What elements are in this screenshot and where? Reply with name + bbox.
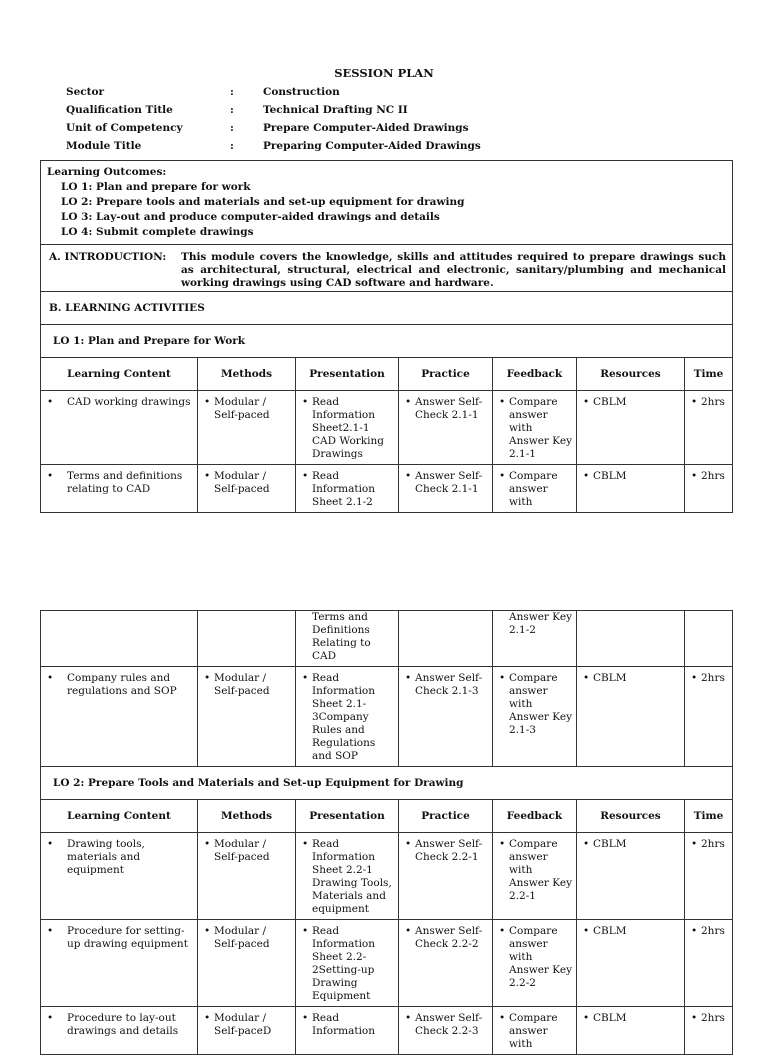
learning-content-cell: Company rules and regulations and SOP: [67, 672, 177, 697]
resources-cell: CBLM: [593, 838, 627, 850]
feedback-cell: Compare answer with: [509, 1012, 558, 1050]
bullet: •: [405, 925, 412, 937]
presentation-cell: Read Information Sheet2.1-1 CAD Working Drawings: [312, 396, 384, 460]
bullet: •: [47, 838, 54, 850]
feedback-cell: Compare answer with Answer Key 2.2-2: [509, 925, 572, 989]
learning-outcomes-heading: Learning Outcomes:: [47, 166, 167, 178]
methods-cell: Modular / Self-paced: [214, 470, 270, 495]
introduction-text: This module covers the knowledge, skills and attitudes required to prepare drawings such as architectural, structural, electrical and electronic, sanitary/plumbing and mechanical working drawings using CAD software and hardware.: [181, 251, 726, 289]
meta-label: Module Title: [66, 140, 142, 152]
bullet: •: [499, 672, 506, 684]
meta-colon: :: [230, 122, 234, 134]
session-plan-table-page-1: [40, 160, 733, 513]
resources-cell: CBLM: [593, 470, 627, 482]
feedback-cell: Compare answer with: [509, 470, 558, 508]
bullet: •: [204, 838, 211, 850]
methods-cell: Modular / Self-paced: [214, 838, 270, 863]
column-header: Resources: [577, 358, 685, 391]
bullet: •: [499, 838, 506, 850]
bullet: •: [302, 470, 309, 482]
lo1-heading: LO 1: Plan and Prepare for Work: [41, 325, 733, 358]
table-row: [41, 920, 733, 1007]
table-header-row: [41, 358, 733, 391]
column-header: Feedback: [493, 358, 577, 391]
introduction-label: A. INTRODUCTION:: [49, 251, 167, 263]
table-row: [41, 833, 733, 920]
bullet: •: [499, 470, 506, 482]
bullet: •: [499, 1012, 506, 1024]
learning-content-cell: Drawing tools, materials and equipment: [67, 838, 145, 876]
column-header: Time: [685, 800, 733, 833]
table-row-continuation: [41, 611, 733, 667]
column-header: Learning Content: [41, 358, 198, 391]
feedback-cell: Compare answer with Answer Key 2.1-3: [509, 672, 572, 736]
bullet: •: [204, 925, 211, 937]
practice-cell: Answer Self-Check 2.2-3: [415, 1012, 483, 1037]
learning-content-cell: CAD working drawings: [67, 396, 191, 408]
practice-cell: Answer Self-Check 2.1-1: [415, 396, 483, 421]
bullet: •: [302, 838, 309, 850]
methods-cell: Modular / Self-paced: [214, 396, 270, 421]
bullet: •: [691, 1012, 698, 1024]
bullet: •: [47, 1012, 54, 1024]
learning-activities-heading: B. LEARNING ACTIVITIES: [41, 292, 733, 325]
bullet: •: [47, 396, 54, 408]
bullet: •: [583, 396, 590, 408]
bullet: •: [583, 470, 590, 482]
bullet: •: [691, 838, 698, 850]
bullet: •: [405, 1012, 412, 1024]
bullet: •: [405, 470, 412, 482]
bullet: •: [691, 672, 698, 684]
meta-value: Construction: [263, 86, 340, 98]
bullet: •: [691, 470, 698, 482]
time-cell: 2hrs: [701, 925, 725, 937]
bullet: •: [691, 925, 698, 937]
session-plan-table-page-2: [40, 610, 733, 1055]
bullet: •: [47, 470, 54, 482]
learning-content-cell: Procedure for setting-up drawing equipment: [67, 925, 188, 950]
bullet: •: [405, 838, 412, 850]
meta-value: Technical Drafting NC II: [263, 104, 408, 116]
bullet: •: [583, 925, 590, 937]
meta-value: Preparing Computer-Aided Drawings: [263, 140, 481, 152]
meta-colon: :: [230, 86, 234, 98]
column-header: Feedback: [493, 800, 577, 833]
practice-cell: Answer Self-Check 2.2-2: [415, 925, 483, 950]
methods-cell: Modular / Self-paced: [214, 925, 270, 950]
table-row: [41, 391, 733, 465]
bullet: •: [302, 396, 309, 408]
column-header: Practice: [399, 358, 493, 391]
time-cell: 2hrs: [701, 1012, 725, 1024]
bullet: •: [302, 925, 309, 937]
bullet: •: [499, 925, 506, 937]
presentation-cell: Read Information Sheet 2.1-3Company Rules and Regulations and SOP: [312, 672, 376, 762]
presentation-cell: Read Information Sheet 2.1-2: [312, 470, 376, 508]
bullet: •: [499, 396, 506, 408]
column-header: Learning Content: [41, 800, 198, 833]
meta-colon: :: [230, 140, 234, 152]
column-header: Methods: [198, 800, 296, 833]
time-cell: 2hrs: [701, 838, 725, 850]
resources-cell: CBLM: [593, 925, 627, 937]
meta-label: Sector: [66, 86, 105, 98]
meta-value: Prepare Computer-Aided Drawings: [263, 122, 469, 134]
table-row: [41, 465, 733, 513]
bullet: •: [204, 470, 211, 482]
practice-cell: Answer Self-Check 2.1-3: [415, 672, 483, 697]
time-cell: 2hrs: [701, 672, 725, 684]
column-header: Methods: [198, 358, 296, 391]
table-row: [41, 1007, 733, 1055]
practice-cell: Answer Self-Check 2.1-1: [415, 470, 483, 495]
bullet: •: [204, 396, 211, 408]
document-title: SESSION PLAN: [334, 66, 434, 80]
presentation-cell: Read Information Sheet 2.2-1 Drawing Tools, Materials and equipment: [312, 838, 392, 915]
methods-cell: Modular / Self-paced: [214, 672, 270, 697]
presentation-cell: Read Information Sheet 2.2-2Setting-up Drawing Equipment: [312, 925, 376, 1002]
learning-outcome-item: LO 3: Lay-out and produce computer-aided drawings and details: [61, 211, 440, 223]
lo2-heading: LO 2: Prepare Tools and Materials and Set-up Equipment for Drawing: [41, 767, 733, 800]
feedback-cell: Compare answer with Answer Key 2.1-1: [509, 396, 572, 460]
presentation-cell: Read Information: [312, 1012, 376, 1037]
bullet: •: [583, 1012, 590, 1024]
meta-label: Qualification Title: [66, 104, 173, 116]
bullet: •: [691, 396, 698, 408]
bullet: •: [204, 672, 211, 684]
learning-outcomes-box: [41, 161, 733, 245]
feedback-cell: Compare answer with Answer Key 2.2-1: [509, 838, 572, 902]
learning-outcome-item: LO 2: Prepare tools and materials and set-up equipment for drawing: [61, 196, 465, 208]
learning-outcome-item: LO 4: Submit complete drawings: [61, 226, 254, 238]
practice-cell: Answer Self-Check 2.2-1: [415, 838, 483, 863]
methods-cell: Modular / Self-paceD: [214, 1012, 272, 1037]
table-header-row: [41, 800, 733, 833]
column-header: Resources: [577, 800, 685, 833]
bullet: •: [302, 1012, 309, 1024]
bullet: •: [405, 396, 412, 408]
resources-cell: CBLM: [593, 1012, 627, 1024]
resources-cell: CBLM: [593, 396, 627, 408]
time-cell: 2hrs: [701, 396, 725, 408]
feedback-cell: Answer Key 2.1-2: [509, 611, 572, 636]
column-header: Time: [685, 358, 733, 391]
column-header: Presentation: [296, 358, 399, 391]
bullet: •: [583, 672, 590, 684]
learning-content-cell: Procedure to lay-out drawings and details: [67, 1012, 179, 1037]
bullet: •: [47, 925, 54, 937]
column-header: Presentation: [296, 800, 399, 833]
presentation-cell: Terms and Definitions Relating to CAD: [312, 611, 371, 662]
table-row: [41, 667, 733, 767]
time-cell: 2hrs: [701, 470, 725, 482]
learning-outcome-item: LO 1: Plan and prepare for work: [61, 181, 251, 193]
resources-cell: CBLM: [593, 672, 627, 684]
meta-colon: :: [230, 104, 234, 116]
bullet: •: [583, 838, 590, 850]
learning-content-cell: Terms and definitions relating to CAD: [67, 470, 183, 495]
bullet: •: [405, 672, 412, 684]
bullet: •: [47, 672, 54, 684]
introduction-box: [41, 245, 733, 292]
bullet: •: [302, 672, 309, 684]
bullet: •: [204, 1012, 211, 1024]
column-header: Practice: [399, 800, 493, 833]
meta-label: Unit of Competency: [66, 122, 183, 134]
